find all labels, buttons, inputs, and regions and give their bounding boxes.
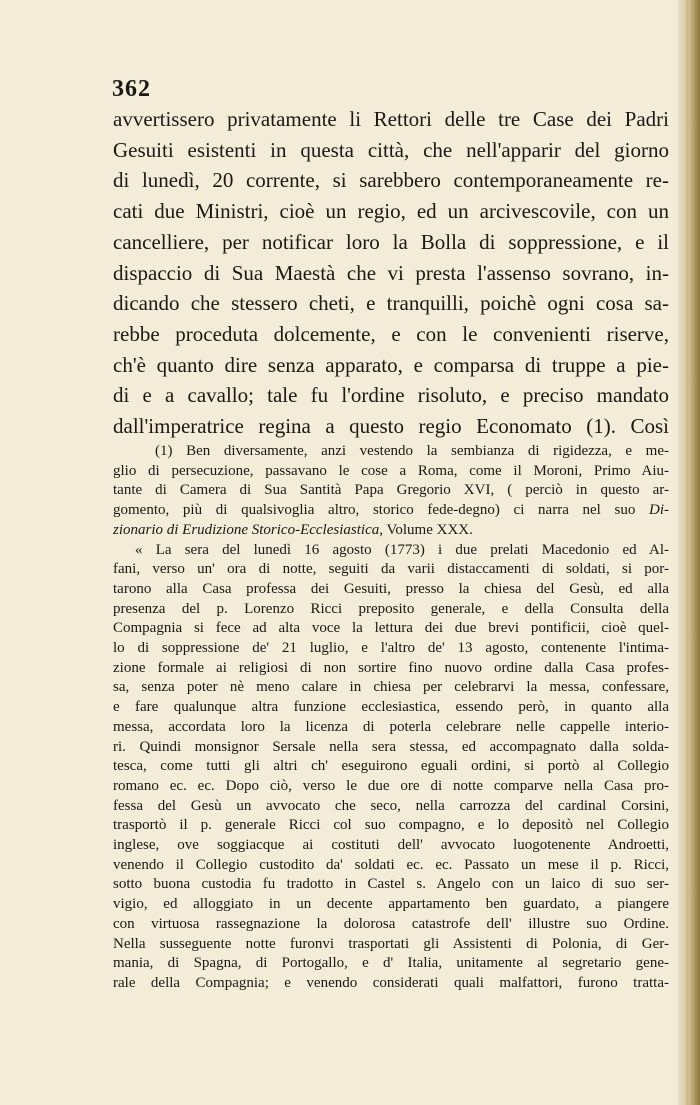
- footnote-line: tarono alla Casa professa dei Gesuiti, presso la chiesa del Gesù, ed alla: [113, 580, 669, 597]
- footnote-line: messa, accordata loro la licenza di poterla celebrare nelle cappelle interio-: [113, 718, 669, 735]
- footnote-line-text: gomento, più di qualsivoglia altro, storico fede-degno) ci narra nel suo: [113, 502, 649, 519]
- footnote-line: tesca, come tutti gli altri ch' eseguirono eguali ordini, si portò al Collegio: [113, 758, 669, 775]
- footnote-line-tail: , Volume XXX.: [379, 521, 473, 538]
- footnote-italic: Di-: [649, 502, 669, 519]
- main-line: ch'è quanto dire senza apparato, e comparsa di truppe a pie-: [113, 352, 669, 377]
- main-line: dispaccio di Sua Maestà che vi presta l'assenso sovrano, in-: [113, 260, 669, 285]
- footnote: [113, 442, 669, 994]
- footnote-line: mania, di Spagna, di Portogallo, e d' Italia, unitamente al segretario gene-: [113, 955, 669, 972]
- footnote-line: sa, senza poter nè meno calare in chiesa per celebrarvi la messa, confessare,: [113, 679, 669, 696]
- footnote-italic-title: zionario di Erudizione Storico-Ecclesiastica: [113, 521, 380, 538]
- footnote-line: « La sera del lunedì 16 agosto (1773) i due prelati Macedonio ed Al-: [135, 541, 669, 558]
- footnote-line: ri. Quindi monsignor Sersale nella sera stessa, ed accompagnato dalla solda-: [113, 738, 669, 755]
- footnote-line: zione formale ai religiosi di non sortire fino nuovo ordine dalla Casa profes-: [113, 659, 669, 676]
- footnote-line: fessa del Gesù un avvocato che seco, nella carrozza del cardinal Corsini,: [113, 797, 669, 814]
- footnote-line: trasportò il p. generale Ricci col suo compagno, e lo depositò nel Collegio: [113, 817, 669, 834]
- footnote-line: [113, 501, 669, 521]
- main-line: rebbe proceduta dolcemente, e con le convenienti riserve,: [113, 321, 669, 346]
- main-line: avvertissero privatamente li Rettori delle tre Case dei Padri: [113, 107, 669, 131]
- main-text: [113, 104, 669, 442]
- footnote-line: presenza del p. Lorenzo Ricci preposito generale, e della Consulta della: [113, 600, 669, 617]
- footnote-line: romano ec. ec. Dopo ciò, verso le due ore di notte comparve nella Casa pro-: [113, 777, 669, 794]
- footnote-line: fani, verso un' ora di notte, seguiti da varii distaccamenti di soldati, si por-: [113, 561, 669, 578]
- footnote-line: Compagnia si fece ad alta voce la lettura dei due brevi pontificii, cioè quel-: [113, 620, 669, 637]
- footnote-line: lo di soppressione de' 21 luglio, e l'altro de' 13 agosto, contenente l'intima-: [113, 640, 669, 657]
- main-line: dicando che stessero cheti, e tranquilli, poichè ogni cosa sa-: [113, 291, 669, 316]
- main-line: cati due Ministri, cioè un regio, ed un arcivescovile, con un: [113, 199, 669, 224]
- main-line: cancelliere, per notificar loro la Bolla di soppressione, e il: [113, 229, 669, 254]
- main-line: dall'imperatrice regina a questo regio Economato (1). Così: [113, 414, 669, 439]
- main-line: di lunedì, 20 corrente, si sarebbero contemporaneamente re-: [113, 168, 669, 193]
- footnote-line: inglese, ove soggiacque ai costituti dell' avvocato luogotenente Androetti,: [113, 837, 669, 854]
- footnote-line: rale della Compagnia; e venendo considerati quali malfattori, furono tratta-: [113, 974, 669, 991]
- main-line: Gesuiti esistenti in questa città, che nell'apparir del giorno: [113, 137, 669, 162]
- footnote-line: tante di Camera di Sua Santità Papa Gregorio XVI, ( perciò in questo ar-: [113, 482, 669, 499]
- footnote-line: sotto buona custodia fu tradotto in Castel s. Angelo con un laico di suo ser-: [113, 876, 669, 893]
- footnote-line: (1) Ben diversamente, anzi vestendo la sembianza di rigidezza, e me-: [155, 443, 669, 459]
- main-line: di e a cavallo; tale fu l'ordine risoluto, e preciso mandato: [113, 383, 669, 408]
- footnote-line: vigio, ed alloggiato in un decente appartamento ben guardato, a piangere: [113, 896, 669, 913]
- footnote-line: e fare qualunque altra funzione ecclesiastica, essendo però, in quanto alla: [113, 699, 669, 716]
- footnote-line: Nella susseguente notte furonvi trasportati gli Assistenti di Polonia, di Ger-: [113, 935, 669, 952]
- footnote-line: venendo il Collegio custodito da' soldati ec. ec. Passato un mese il p. Ricci,: [113, 856, 669, 873]
- page-number: 362: [112, 76, 151, 102]
- footnote-line: [113, 521, 669, 541]
- footnote-line: glio di persecuzione, passavano le cose a Roma, come il Moroni, Primo Aiu-: [113, 462, 669, 479]
- footnote-line: con virtuosa rassegnazione la dolorosa catastrofe dell' illustre suo Ordine.: [113, 915, 669, 932]
